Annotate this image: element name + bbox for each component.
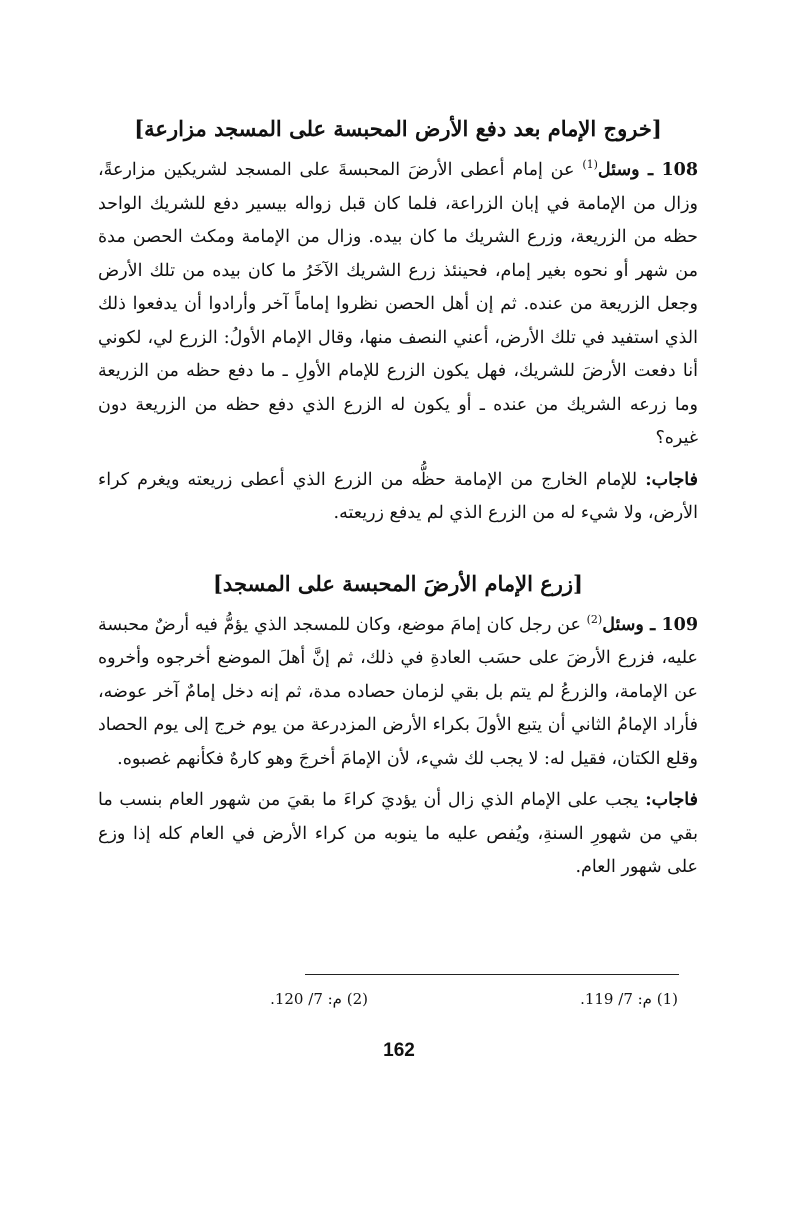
question-108 bbox=[98, 154, 698, 456]
section-heading-1: [خروج الإمام بعد دفع الأرض المحبسة على المسجد مزارعة] bbox=[134, 116, 662, 141]
answer-text: يجب على الإمام الذي زال أن يؤديَ كراءَ ما بقيَ من شهور العام بنسب ما بقي من شهورِ السنةِ، ويُفص عليه ما ينوبه من كراء الأرض في العام كله إذا وزع على شهور العام. bbox=[98, 790, 698, 877]
section-heading-2: [زرع الإمام الأرضَ المحبسة على المسجد] bbox=[213, 570, 583, 596]
footnote-ref: (2) bbox=[586, 612, 603, 626]
answer-108 bbox=[98, 464, 698, 531]
answer-text: للإمام الخارج من الإمامة حظُّه من الزرع الذي أعطى زريعته ويغرم كراء الأرض، ولا شيء له من الزرع الذي لم يدفع زريعته. bbox=[98, 469, 698, 523]
footnote-2: (2) م: 7/ 120. bbox=[270, 990, 368, 1008]
footnote-divider bbox=[305, 974, 679, 975]
question-label: 109 ـ وسئل bbox=[602, 614, 699, 635]
question-label: 108 ـ وسئل bbox=[597, 160, 698, 180]
footnote-ref: (1) bbox=[582, 158, 598, 172]
footnote-1: (1) م: 7/ 119. bbox=[580, 990, 678, 1008]
question-109 bbox=[98, 609, 698, 777]
question-text: عن رجل كان إمامَ موضع، وكان للمسجد الذي يؤمُّ فيه أرضٌ محبسة عليه، فزرع الأرضَ على حسَب العادةِ في ذلك، ثم إنَّ أهلَ الموضع أخرجوه وأخروه عن الإمامة، والزرعُ لم يتم بل بقي لزمان حصاده مدة، ثم إنه دخل إمامٌ آخر عوضه، فأراد الإمامُ الثاني أن يتبع الأولَ بكراء الأرض المزدرعة من يوم خرج إلى يوم الحصاد وقلع الكتان، فقيل له: لا يجب لك شيء، لأن الإمامَ أخرجَ وهو كارهٌ فكأنهم غصبوه. bbox=[98, 614, 698, 769]
answer-label: فاجاب: bbox=[645, 469, 698, 490]
page-body bbox=[98, 112, 698, 885]
question-text: عن إمام أعطى الأرضَ المحبسةَ على المسجد لشريكين مزارعةً، وزال من الإمامة في إبان الزراعة، فلما كان قبل زواله بيسير دفع للشريك الواحد حظه من الزريعة، وزرع الشريك ما كان بيده. وزال من الإمامة ومكث الحصن مدة من شهر أو نحوه بغير إمام، فحينئذ زرع الشريك الآخَرُ ما كان بيده من تلك الأرض وجعل الزريعة من عنده. ثم إن أهل الحصن نظروا إماماً آخر وأرادوا أن يدفعوا ذلك الذي استفيد في تلك الأرض، أعني النصف منها، وقال الإمام الأولُ: الزرع لي، لكوني أنا دفعت الأرضَ للشريك، فهل يكون الزرع للإمام الأولِ ـ ما دفع حظه من الزريعة وما زرعه الشريك من عنده ـ أو يكون له الزرع الذي دفع حظه من الزريعة دون غيره؟ bbox=[98, 160, 698, 448]
answer-label: فاجاب: bbox=[645, 790, 698, 810]
page-number: 162 bbox=[383, 1040, 415, 1061]
answer-109 bbox=[98, 784, 698, 885]
